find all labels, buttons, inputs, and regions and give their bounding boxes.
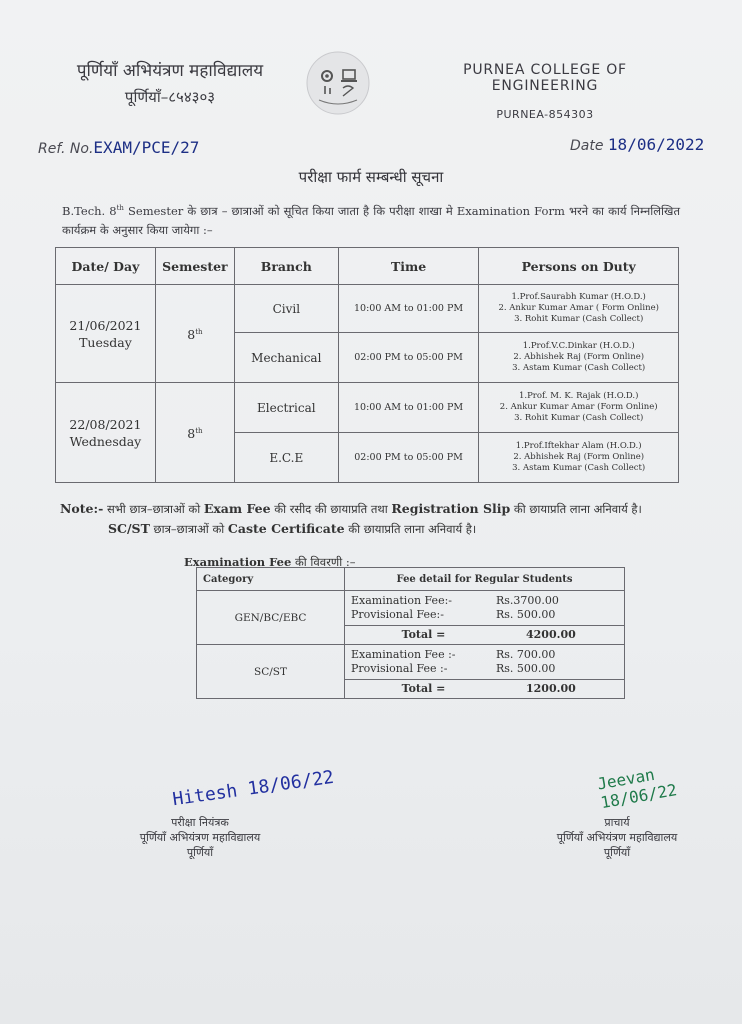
principal-signature: Jeevan 18/06/22	[595, 764, 679, 813]
fee-header-row	[197, 568, 625, 591]
fee-items-cell	[345, 645, 625, 680]
branch-cell: Mechanical	[234, 333, 338, 383]
hindi-college-name: पूर्णियाँ अभियंत्रण महाविद्यालय	[76, 61, 264, 81]
note-bold: Caste Certificate	[227, 521, 345, 536]
header-date-day: Date/ Day	[56, 248, 156, 285]
header-persons-on-duty: Persons on Duty	[479, 248, 679, 285]
duty-line: 1.Prof. M. K. Rajak (H.O.D.)	[518, 391, 639, 401]
note-bold: SC/ST	[108, 521, 150, 536]
fee-line	[351, 662, 618, 676]
table-row	[56, 383, 679, 433]
fee-label: Examination Fee:-	[351, 594, 452, 607]
semester-value: 8	[187, 426, 196, 442]
signatory-place: पूर्णियाँ	[186, 846, 214, 859]
fee-line	[351, 648, 618, 662]
exam-controller-signature: Hitesh 18/06/22	[171, 766, 336, 811]
category-cell: GEN/BC/EBC	[197, 591, 345, 645]
fee-total-cell	[345, 680, 625, 699]
signatory-place: पूर्णियाँ	[603, 846, 631, 859]
duty-line: 1.Prof.Iftekhar Alam (H.O.D.)	[515, 441, 642, 451]
english-college-name: PURNEA COLLEGE OF ENGINEERING	[463, 62, 627, 94]
fee-line	[351, 594, 618, 608]
total-label: Total =	[401, 682, 446, 695]
fee-amount: Rs.3700.00	[496, 594, 559, 607]
duty-line: 3. Astam Kumar (Cash Collect)	[512, 463, 646, 473]
time-cell: 10:00 AM to 01:00 PM	[338, 383, 479, 433]
semester-value: 8	[187, 327, 196, 343]
schedule-day: Tuesday	[79, 334, 132, 350]
duty-line: 2. Abhishek Raj (Form Online)	[513, 452, 645, 462]
schedule-day: Wednesday	[69, 433, 142, 449]
date-label: Date	[570, 138, 604, 154]
duty-line: 1.Prof.V.C.Dinkar (H.O.D.)	[522, 341, 635, 351]
ref-label: Ref. No.	[38, 141, 94, 157]
fee-items-cell	[345, 591, 625, 626]
note-label: Note:-	[60, 501, 104, 516]
duty-cell	[479, 333, 679, 383]
semester-cell	[155, 285, 234, 383]
total-label: Total =	[401, 628, 446, 641]
fee-label: Examination Fee :-	[351, 648, 456, 661]
semester-sup: th	[195, 426, 203, 435]
issue-date	[570, 135, 704, 154]
branch-cell: Electrical	[234, 383, 338, 433]
header-category: Category	[197, 568, 345, 591]
note-text: की छायाप्रति लाना अनिवार्य है।	[344, 522, 477, 536]
signatory-org: पूर्णियाँ अभियंत्रण महाविद्यालय	[139, 831, 261, 844]
signatory-title: परीक्षा नियंत्रक	[171, 816, 229, 829]
duty-line: 1.Prof.Saurabh Kumar (H.O.D.)	[511, 292, 646, 302]
duty-line: 2. Ankur Kumar Amar ( Form Online)	[498, 303, 659, 313]
note-text: छात्र–छात्राओं को	[149, 522, 228, 536]
total-amount: 1200.00	[526, 682, 576, 695]
header-time: Time	[338, 248, 479, 285]
intro-text: Semester के छात्र – छात्राओं को सूचित किया जाता है कि परीक्षा शाखा मे Examination Form भरने का कार्य निम्नलिखित कार्यक्रम के अनुसार किया जायेगा :–	[62, 203, 680, 237]
fee-amount: Rs. 700.00	[496, 648, 556, 661]
ref-value: EXAM/PCE/27	[93, 138, 200, 157]
duty-line: 3. Astam Kumar (Cash Collect)	[512, 363, 646, 373]
fee-total-cell	[345, 626, 625, 645]
duty-line: 3. Rohit Kumar (Cash Collect)	[514, 413, 644, 423]
schedule-date: 21/06/2021	[69, 317, 142, 333]
hindi-college-header	[40, 58, 300, 110]
table-row	[197, 591, 625, 626]
header-semester: Semester	[155, 248, 234, 285]
category-cell: SC/ST	[197, 645, 345, 699]
intro-prefix: B.Tech. 8	[62, 203, 117, 218]
fee-label: Provisional Fee :-	[351, 662, 448, 675]
branch-cell: Civil	[234, 285, 338, 333]
signatory-org: पूर्णियाँ अभियंत्रण महाविद्यालय	[556, 831, 678, 844]
note-text: की रसीद की छायाप्रति तथा	[270, 502, 392, 516]
notice-subject: परीक्षा फार्म सम्बन्धी सूचना	[298, 168, 444, 186]
table-row	[56, 285, 679, 333]
college-seal-icon	[305, 50, 371, 116]
note-bold: Registration Slip	[391, 501, 511, 516]
fee-amount: Rs. 500.00	[496, 608, 556, 621]
branch-cell: E.C.E	[234, 433, 338, 483]
reference-number	[38, 138, 199, 157]
english-college-place: PURNEA-854303	[496, 108, 594, 121]
duty-line: 2. Abhishek Raj (Form Online)	[513, 352, 645, 362]
fee-title-rest: की विवरणी :–	[291, 555, 356, 569]
date-day-cell	[56, 285, 156, 383]
time-cell: 10:00 AM to 01:00 PM	[338, 285, 479, 333]
exam-controller-block	[120, 815, 280, 860]
intro-sup: th	[116, 204, 124, 212]
hindi-college-place: पूर्णियाँ–८५४३०३	[124, 88, 216, 106]
fee-line	[351, 608, 618, 622]
date-value: 18/06/2022	[607, 135, 705, 154]
time-cell: 02:00 PM to 05:00 PM	[338, 333, 479, 383]
date-day-cell	[56, 383, 156, 483]
duty-line: 2. Ankur Kumar Amar (Form Online)	[499, 402, 658, 412]
note-text: की छायाप्रति लाना अनिवार्य है।	[510, 502, 642, 516]
duty-cell	[479, 383, 679, 433]
semester-cell	[155, 383, 234, 483]
english-college-header	[410, 62, 680, 121]
signatory-title: प्राचार्य	[604, 816, 630, 829]
table-row	[197, 645, 625, 680]
schedule-date: 22/08/2021	[69, 416, 142, 432]
duty-line: 3. Rohit Kumar (Cash Collect)	[514, 314, 644, 324]
principal-block	[542, 815, 692, 860]
note-paragraph	[60, 499, 690, 539]
note-bold: Exam Fee	[203, 501, 271, 516]
note-text: सभी छात्र–छात्राओं को	[103, 502, 204, 516]
schedule-header-row	[56, 248, 679, 285]
exam-form-schedule-table	[55, 247, 679, 483]
header-branch: Branch	[234, 248, 338, 285]
header-fee-detail: Fee detail for Regular Students	[345, 568, 625, 591]
total-amount: 4200.00	[526, 628, 576, 641]
examination-fee-table	[196, 567, 625, 699]
time-cell: 02:00 PM to 05:00 PM	[338, 433, 479, 483]
duty-cell	[479, 285, 679, 333]
notice-intro	[62, 199, 680, 240]
fee-title-bold: Examination Fee	[184, 555, 292, 569]
fee-amount: Rs. 500.00	[496, 662, 556, 675]
fee-label: Provisional Fee:-	[351, 608, 444, 621]
duty-cell	[479, 433, 679, 483]
semester-sup: th	[195, 327, 203, 336]
